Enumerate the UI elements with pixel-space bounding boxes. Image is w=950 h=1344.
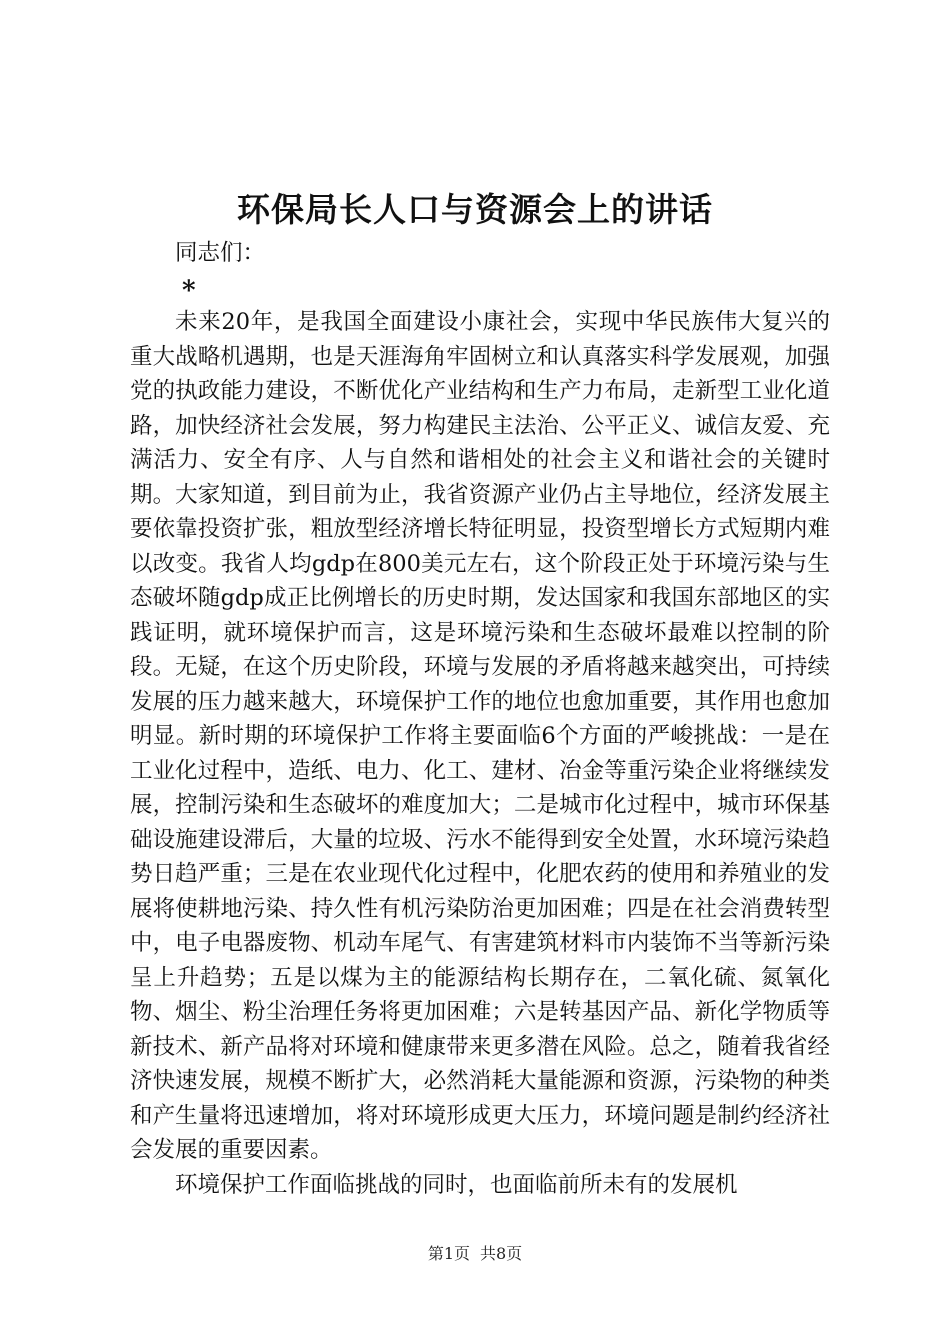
salutation: 同志们：	[175, 240, 266, 266]
page-footer	[0, 1243, 950, 1265]
document-title: 环保局长人口与资源会上的讲话	[237, 190, 713, 229]
page-total: 共8页	[480, 1244, 523, 1263]
page-number: 第1页	[427, 1244, 470, 1263]
body-paragraph: 未来20年，是我国全面建设小康社会，实现中华民族伟大复兴的重大战略机遇期，也是天涯海角牢固树立和认真落实科学发展观，加强党的执政能力建设，不断优化产业结构和生产力布局，走新型工业化道路，加快经济社会发展，努力构建民主法治、公平正义、诚信友爱、充满活力、安全有序、人与自然和谐相处的社会主义和谐社会的关键时期。大家知道，到目前为止，我省资源产业仍占主导地位，经济发展主要依靠投资扩张，粗放型经济增长特征明显，投资型增长方式短期内难以改变。我省人均gdp在800美元左右，这个阶段正处于环境污染与生态破坏随gdp成正比例增长的历史时期，发达国家和我国东部地区的实践证明，就环境保护而言，这是环境污染和生态破坏最难以控制的阶段。无疑，在这个历史阶段，环境与发展的矛盾将越来越突出，可持续发展的压力越来越大，环境保护工作的地位也愈加重要，其作用也愈加明显。新时期的环境保护工作将主要面临6个方面的严峻挑战：一是在工业化过程中，造纸、电力、化工、建材、冶金等重污染企业将继续发展，控制污染和生态破坏的难度加大；二是城市化过程中，城市环保基础设施建设滞后，大量的垃圾、污水不能得到安全处置，水环境污染趋势日趋严重；三是在农业现代化过程中，化肥农药的使用和养殖业的发展将使耕地污染、持久性有机污染防治更加困难；四是在社会消费转型中，电子电器废物、机动车尾气、有害建筑材料市内装饰不当等新污染呈上升趋势；五是以煤为主的能源结构长期存在，二氧化硫、氮氧化物、烟尘、粉尘治理任务将更加困难；六是转基因产品、新化学物质等新技术、新产品将对环境和健康带来更多潜在风险。总之，随着我省经济快速发展，规模不断扩大，必然消耗大量能源和资源，污染物的种类和产生量将迅速增加，将对环境形成更大压力，环境问题是制约经济社会发展的重要因素。	[130, 309, 830, 1163]
body-paragraph: 环境保护工作面临挑战的同时，也面临前所未有的发展机	[175, 1171, 738, 1198]
document-body	[130, 236, 830, 1202]
section-marker: *	[182, 275, 196, 306]
